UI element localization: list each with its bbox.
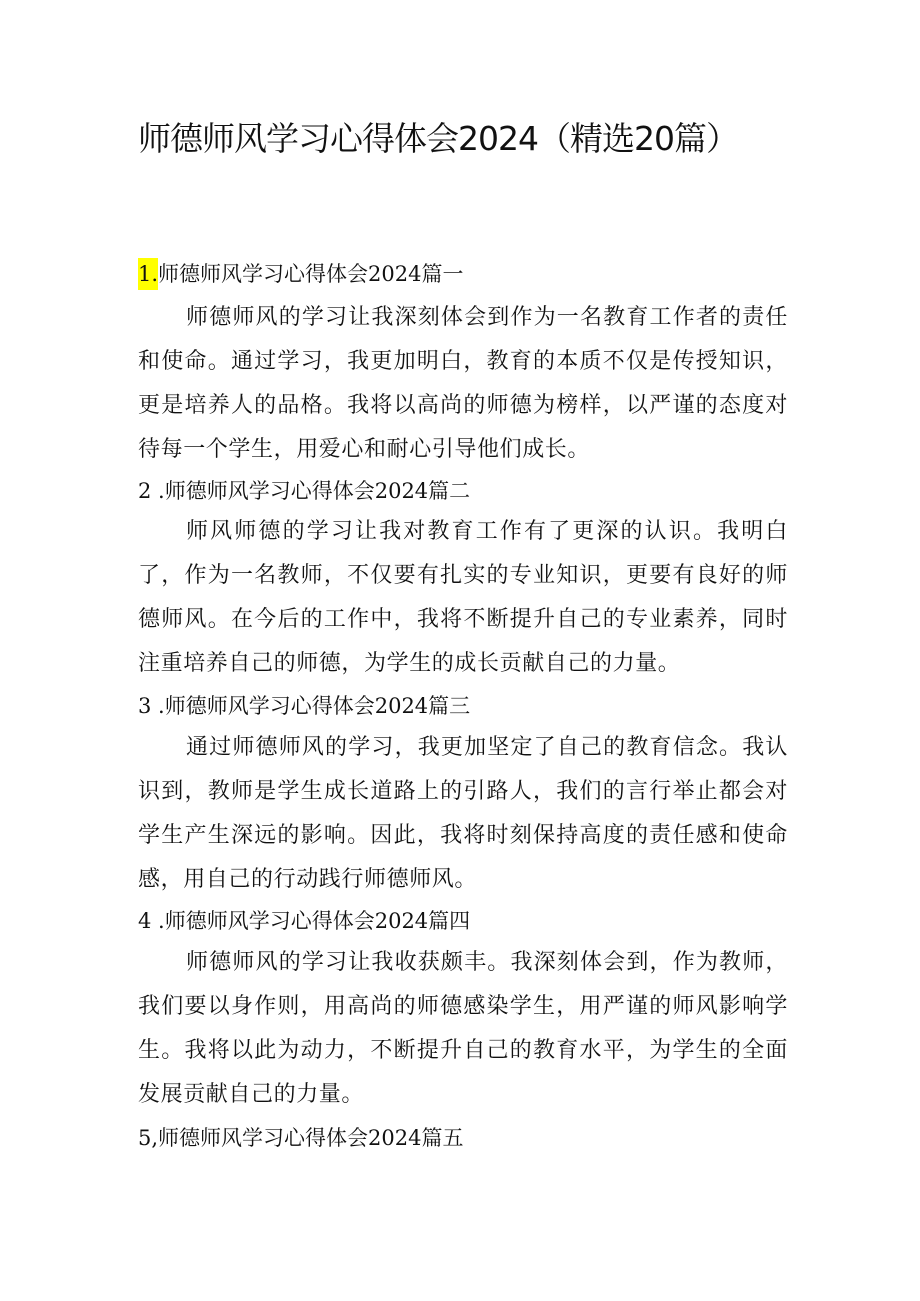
section-body-1: 师德师风的学习让我深刻体会到作为一名教育工作者的责任和使命。通过学习，我更加明白，教育的本质不仅是传授知识，更是培养人的品格。我将以高尚的师德为榜样，以严谨的态度对待每一个学生，用爱心和耐心引导他们成长。 [138, 305, 788, 462]
section-heading-text-3: 师德师风学习心得体会2024篇三 [164, 694, 471, 718]
section-number-4: 4 . [138, 909, 165, 933]
section-body-4: 师德师风的学习让我收获颇丰。我深刻体会到，作为教师，我们要以身作则，用高尚的师德感染学生，用严谨的师风影响学生。我将以此为动力，不断提升自己的教育水平，为学生的全面发展贡献自己的力量。 [138, 950, 788, 1107]
section-heading-text-2: 师德师风学习心得体会2024篇二 [164, 479, 471, 503]
section-heading-5 [138, 1122, 464, 1154]
section-number-1: 1. [138, 258, 158, 290]
section-heading-2 [138, 475, 470, 507]
document-title: 师德师风学习心得体会2024（精选20篇） [138, 119, 738, 158]
section-heading-4 [138, 905, 470, 937]
section-number-5: 5, [138, 1126, 159, 1150]
section-heading-text-5: 师德师风学习心得体会2024篇五 [158, 1126, 464, 1150]
section-body-3: 通过师德师风的学习，我更加坚定了自己的教育信念。我认识到，教师是学生成长道路上的引路人，我们的言行举止都会对学生产生深远的影响。因此，我将时刻保持高度的责任感和使命感，用自己的行动践行师德师风。 [138, 735, 788, 892]
section-number-3: 3 . [138, 694, 165, 718]
section-heading-1 [138, 258, 464, 290]
section-number-2: 2 . [138, 479, 165, 503]
section-heading-text-1: 师德师风学习心得体会2024篇一 [158, 262, 464, 286]
section-body-2: 师风师德的学习让我对教育工作有了更深的认识。我明白了，作为一名教师，不仅要有扎实的专业知识，更要有良好的师德师风。在今后的工作中，我将不断提升自己的专业素养，同时注重培养自己的师德，为学生的成长贡献自己的力量。 [138, 519, 788, 676]
section-heading-3 [138, 690, 470, 722]
section-heading-text-4: 师德师风学习心得体会2024篇四 [164, 909, 471, 933]
